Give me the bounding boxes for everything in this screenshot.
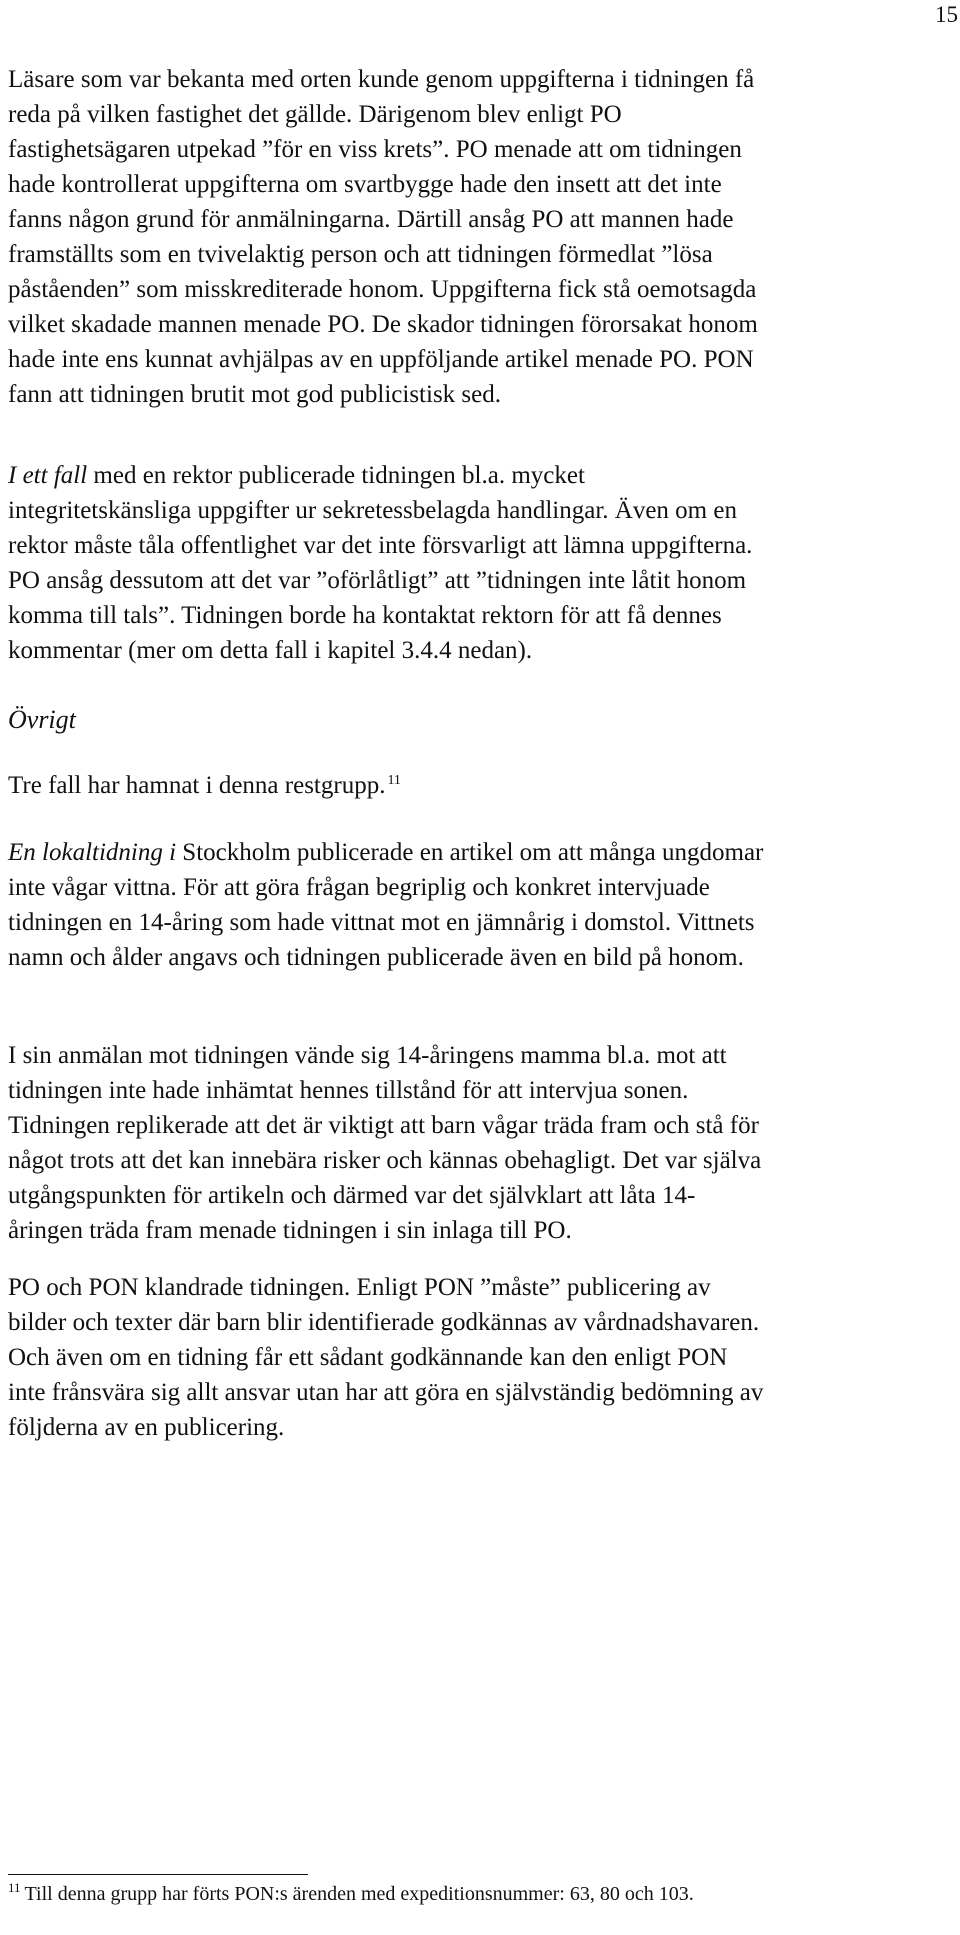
paragraph-lead-italic: En lokaltidning i <box>8 839 177 866</box>
section-heading: Övrigt <box>8 705 76 734</box>
paragraph-rest-group <box>8 768 768 803</box>
paragraph-principal-case <box>8 458 768 668</box>
footnote-divider <box>8 1874 308 1875</box>
footnote-text: Till denna grupp har förts PON:s ärenden med expeditionsnummer: 63, 80 och 103. <box>24 1883 694 1905</box>
paragraph-body: Tre fall har hamnat i denna restgrupp. <box>8 772 386 799</box>
paragraph-text: I sin anmälan mot tidningen vände sig 14-åringens mamma bl.a. mot att tidningen inte hade inhämtat hennes tillstånd för att intervjua sonen. Tidningen replikerade att det är viktigt att barn vågar träda fram och stå för något trots att det kan innebära risker och kännas obehagligt. Det var själva utgångspunkten för artikeln och därmed var det självklart att låta 14-åringen träda fram menade tidningen i sin inlaga till PO. <box>8 1042 762 1244</box>
paragraph-text <box>8 768 768 803</box>
footnote <box>8 1880 948 1908</box>
paragraph-text: Läsare som var bekanta med orten kunde genom uppgifterna i tidningen få reda på vilken fastighet det gällde. Därigenom blev enligt PO fastighetsägaren utpekad ”för en viss krets”. PO menade att om tidningen hade kontrollerat uppgifterna om svartbygge hade den insett att det inte fanns någon grund för anmälningarna. Därtill ansåg PO att mannen hade framställts som en tvivelaktig person och att tidningen förmedlat ”lösa påståenden” som misskrediterade honom. Uppgifterna fick stå oemotsagda vilket skadade mannen menade PO. De skador tidningen förorsakat honom hade inte ens kunnat avhjälpas av en uppföljande artikel menade PO. PON fann att tidningen brutit mot god publicistisk sed. <box>8 66 758 408</box>
paragraph-body: Stockholm publicerade en artikel om att många ungdomar inte vågar vittna. För att göra frågan begriplig och konkret intervjuade tidningen en 14-åring som hade vittnat mot en jämnårig i domstol. Vittnets namn och ålder angavs och tidningen publicerade även en bild på honom. <box>8 839 764 971</box>
paragraph-local-newspaper <box>8 835 768 975</box>
page-number: 15 <box>935 2 958 27</box>
paragraph-mother-complaint <box>8 1038 768 1248</box>
paragraph-text <box>8 458 768 668</box>
paragraph-lead-italic: I ett fall <box>8 462 88 489</box>
paragraph-text <box>8 835 768 975</box>
paragraph-body: med en rektor publicerade tidningen bl.a. mycket integritetskänsliga uppgifter ur sekretessbelagda handlingar. Även om en rektor måste tåla offentlighet var det inte försvarligt att lämna uppgifterna. PO ansåg dessutom att det var ”oförlåtligt” att ”tidningen inte låtit honom komma till tals”. Tidningen borde ha kontaktat rektorn för att få dennes kommentar (mer om detta fall i kapitel 3.4.4 nedan). <box>8 462 753 664</box>
footnote-reference[interactable]: 11 <box>387 772 401 788</box>
paragraph-po-pon-ruling <box>8 1270 768 1445</box>
paragraph-text: PO och PON klandrade tidningen. Enligt PON ”måste” publicering av bilder och texter där barn blir identifierade godkännas av vårdnadshavaren. Och även om en tidning får ett sådant godkännande kan den enligt PON inte frånsvära sig allt ansvar utan har att göra en självständig bedömning av följderna av en publicering. <box>8 1274 764 1441</box>
paragraph-property-owner-case <box>8 62 768 412</box>
footnote-number: 11 <box>8 1880 21 1896</box>
